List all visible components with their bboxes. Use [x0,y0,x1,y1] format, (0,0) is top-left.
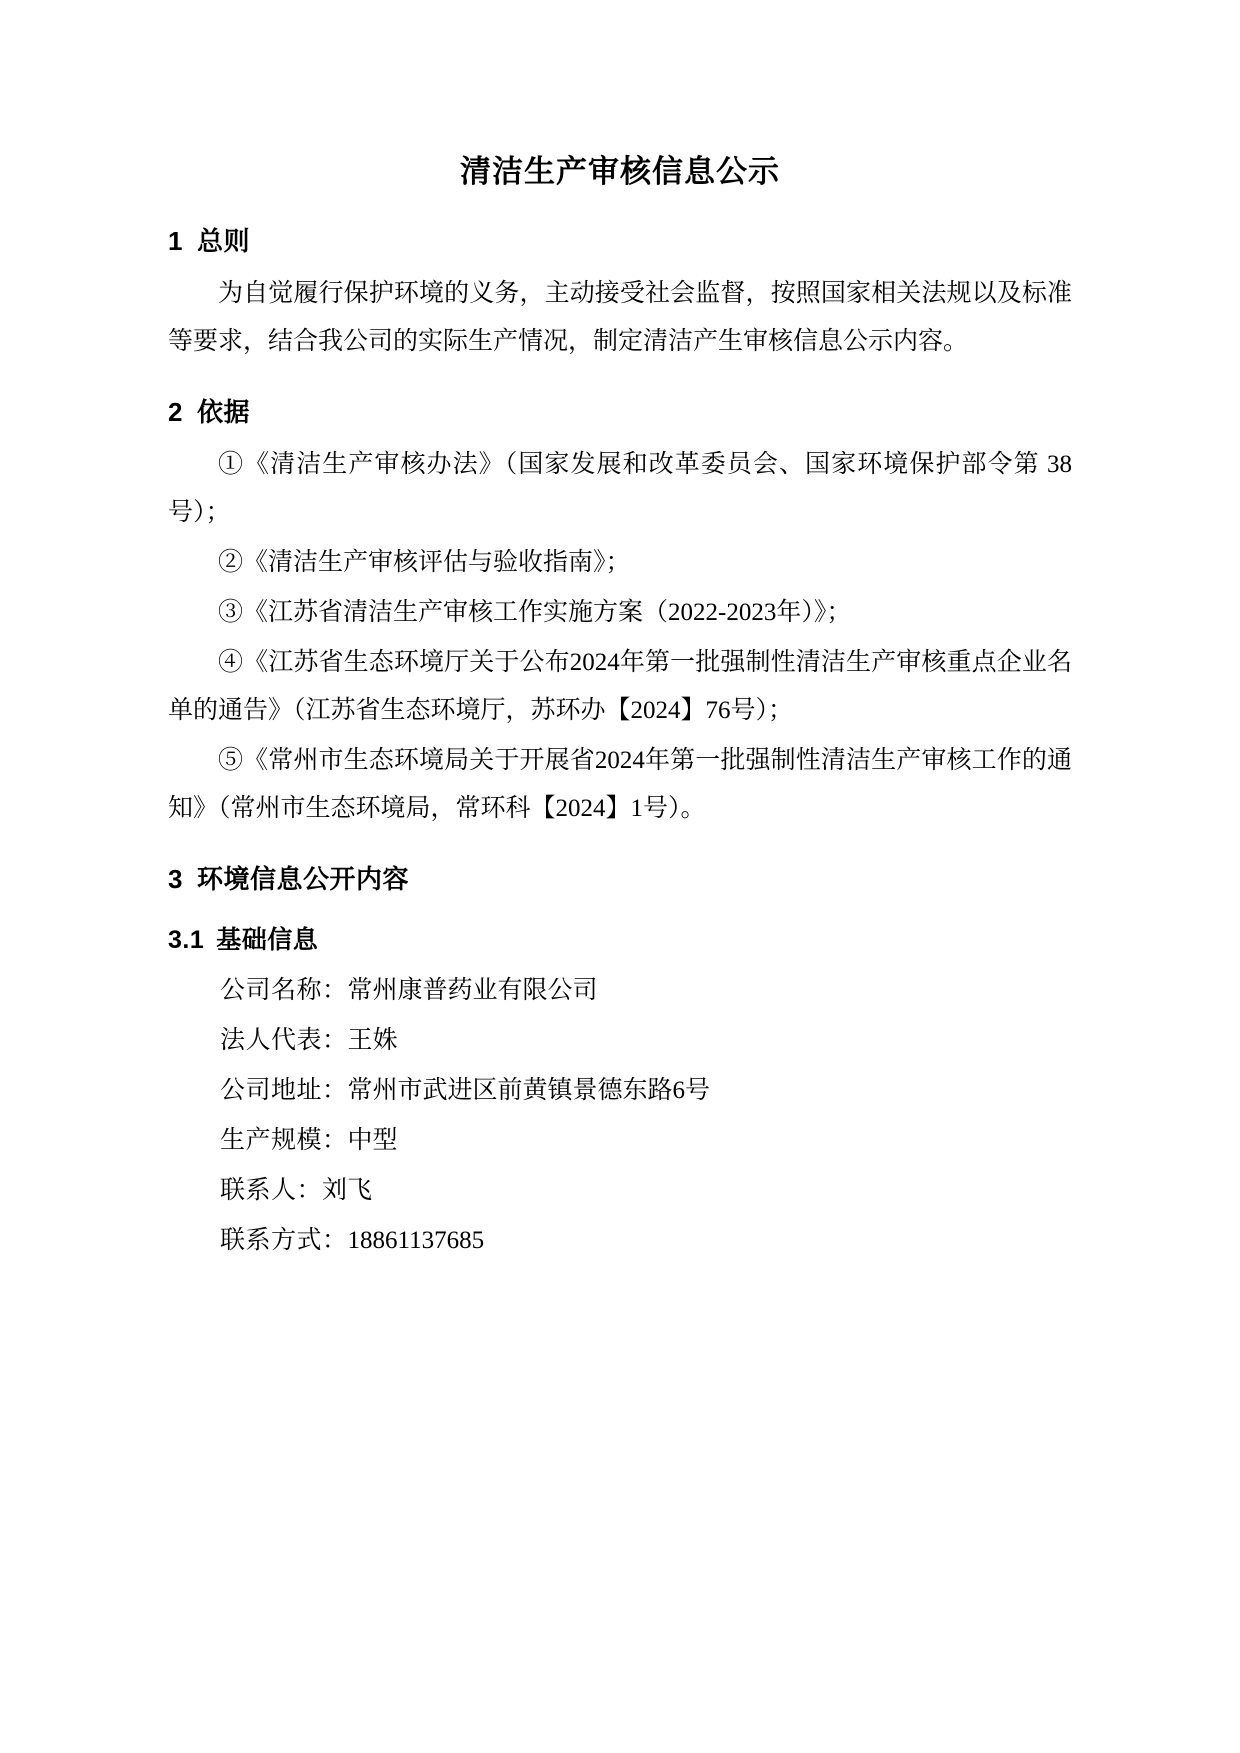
list-item [168,1216,1072,1266]
section-2-paragraph-2: ②《清洁生产审核评估与验收指南》； [218,549,631,576]
legal-representative-value: 王姝 [347,1027,398,1054]
section-heading-3 [168,859,1072,896]
subsection-title-3-1: 基础信息 [216,926,319,954]
contact-phone-label: 联系方式： [220,1227,348,1254]
contact-phone-value: 18861137685 [347,1227,485,1254]
company-name-label: 公司名称： [220,977,348,1004]
section-1-paragraph-1: 为自觉履行保护环境的义务，主动接受社会监督，按照国家相关法规以及标准等要求，结合我公司的实际生产情况，制定清洁产生审核信息公示内容。 [168,280,1072,355]
subsection-number-3-1: 3.1 [168,926,205,954]
legal-representative-label: 法人代表： [220,1027,348,1054]
page-title: 清洁生产审核信息公示 [460,154,780,189]
basic-info-list [168,966,1072,1266]
subsection-heading-3-1 [168,920,1072,956]
company-address-label: 公司地址： [220,1077,348,1104]
list-item [168,1016,1072,1066]
section-2-paragraph-3: ③《江苏省清洁生产审核工作实施方案（2022-2023年）》； [218,599,852,626]
list-item [168,1066,1072,1116]
section-heading-2 [168,392,1072,429]
contact-person-value: 刘飞 [322,1177,373,1204]
production-scale-label: 生产规模： [220,1127,348,1154]
section-2-paragraph-1: ①《清洁生产审核办法》（国家发展和改革委员会、国家环境保护部令第 38 号）； [168,451,1072,526]
list-item [168,1116,1072,1166]
section-2-paragraph-5: ⑤《常州市生态环境局关于开展省2024年第一批强制性清洁生产审核工作的通知》（常州市生态环境局，常环科【2024】1号）。 [168,747,1072,822]
section-title-2: 依据 [196,397,250,427]
section-2-paragraph-4: ④《江苏省生态环境厅关于公布2024年第一批强制性清洁生产审核重点企业名单的通告》（江苏省生态环境厅，苏环办【2024】76号）； [168,649,1072,724]
list-item [168,966,1072,1016]
section-heading-1 [168,221,1072,258]
company-name-value: 常州康普药业有限公司 [347,977,598,1004]
section-number-2: 2 [168,397,183,427]
section-title-3: 环境信息公开内容 [196,864,409,894]
production-scale-value: 中型 [347,1127,398,1154]
section-title-1: 总则 [196,226,250,256]
contact-person-label: 联系人： [220,1177,323,1204]
section-number-3: 3 [168,864,183,894]
company-address-value: 常州市武进区前黄镇景德东路6号 [347,1077,711,1104]
list-item [168,1166,1072,1216]
section-number-1: 1 [168,226,183,256]
